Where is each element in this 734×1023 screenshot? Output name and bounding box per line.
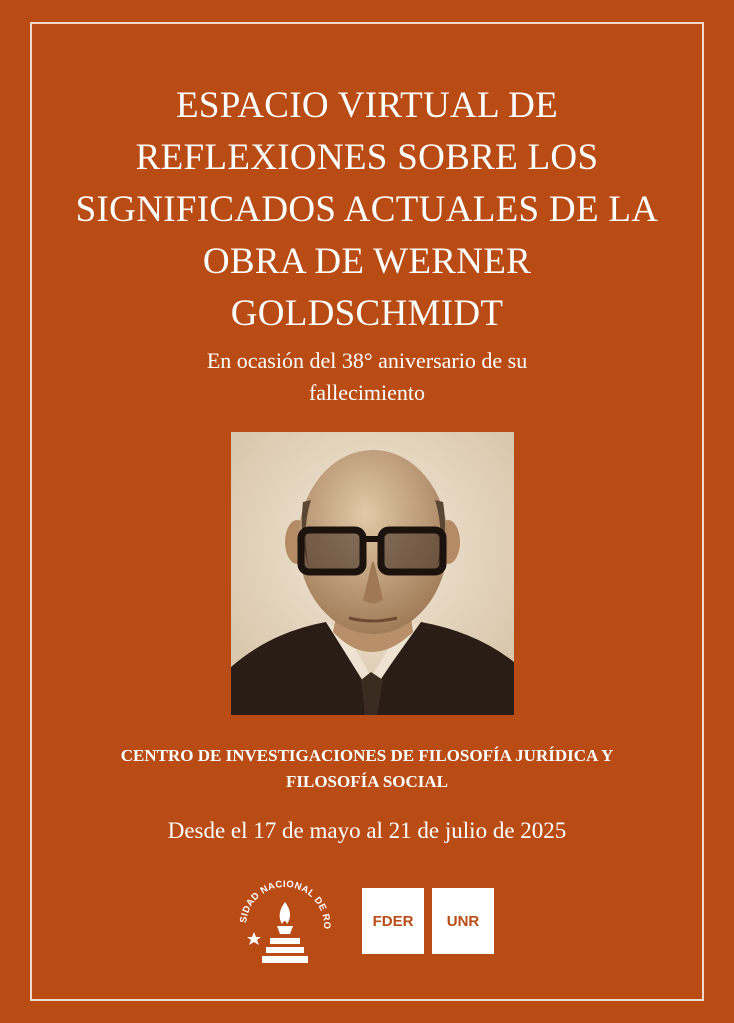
portrait-illustration — [231, 432, 514, 715]
title-line: GOLDSCHMIDT — [230, 293, 504, 334]
poster-subtitle — [60, 345, 674, 409]
institution-line: CENTRO DE INVESTIGACIONES DE FILOSOFÍA JURÍDICA Y — [120, 746, 614, 765]
portrait-photo — [231, 432, 514, 715]
subtitle-line: En ocasión del 38° aniversario de su — [206, 348, 528, 373]
svg-text:UNIVERSIDAD NACIONAL DE ROSARI: SIDAD NACIONAL DE RO — [238, 878, 333, 930]
fder-logo: FDER — [362, 888, 424, 954]
institution-line: FILOSOFÍA SOCIAL — [285, 772, 448, 791]
seal-icon — [232, 868, 338, 974]
institution-name — [40, 743, 694, 795]
subtitle-line: fallecimiento — [308, 380, 426, 405]
title-line: OBRA DE WERNER — [202, 241, 532, 282]
unr-logo: UNR — [432, 888, 494, 954]
title-line: REFLEXIONES SOBRE LOS — [135, 137, 599, 178]
title-line: SIGNIFICADOS ACTUALES DE LA — [75, 189, 659, 230]
poster-title — [40, 80, 694, 340]
event-dates: Desde el 17 de mayo al 21 de julio de 2025 — [167, 818, 567, 843]
title-line: ESPACIO VIRTUAL DE — [175, 85, 559, 126]
unr-seal-logo — [232, 868, 338, 974]
